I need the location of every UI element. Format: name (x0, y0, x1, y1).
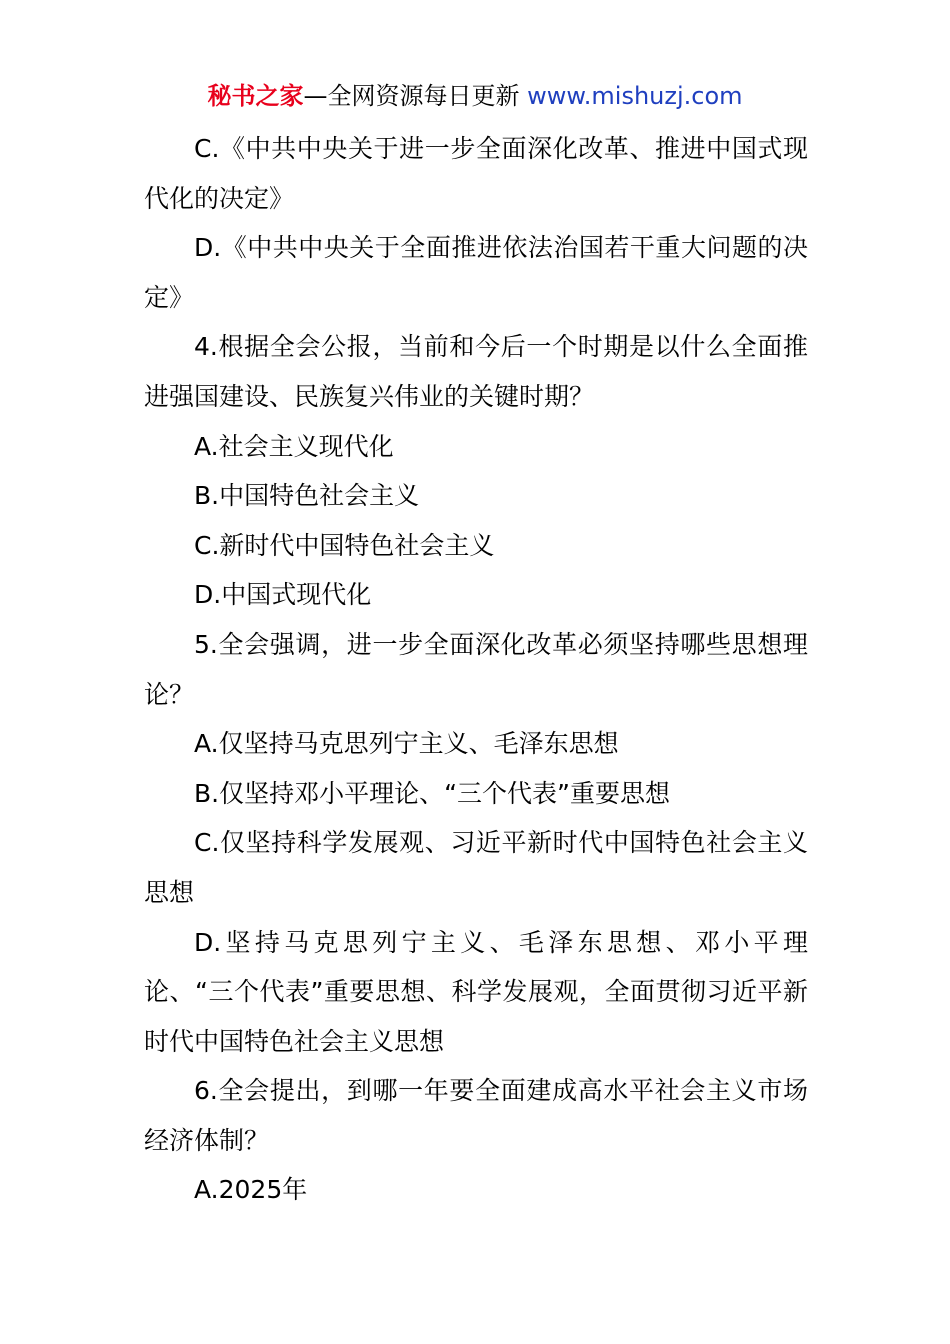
option-d-decision: D.《中共中央关于全面推进依法治国若干重大问题的决定》 (144, 233, 808, 312)
brand-name: 秘书之家 (207, 82, 304, 110)
question-6-option-a: A.2025年 (194, 1175, 308, 1205)
question-5-option-b: B.仅坚持邓小平理论、“三个代表”重要思想 (194, 778, 671, 808)
site-url[interactable]: www.mishuzj.com (527, 82, 743, 110)
question-4-option-c: C.新时代中国特色社会主义 (194, 530, 495, 560)
question-4: 4.根据全会公报，当前和今后一个时期是以什么全面推进强国建设、民族复兴伟业的关键时期？ (144, 332, 808, 411)
site-header (0, 78, 950, 114)
question-4-option-d: D.中国式现代化 (194, 580, 372, 610)
question-5-option-a: A.仅坚持马克思列宁主义、毛泽东思想 (194, 729, 619, 759)
document-body (144, 124, 808, 1215)
question-5-option-d: D.坚持马克思列宁主义、毛泽东思想、邓小平理论、“三个代表”重要思想、科学发展观，全面贯彻习近平新时代中国特色社会主义思想 (144, 927, 808, 1056)
option-c-decision: C.《中共中央关于进一步全面深化改革、推进中国式现代化的决定》 (144, 134, 808, 213)
question-5-option-c: C.仅坚持科学发展观、习近平新时代中国特色社会主义思想 (144, 828, 808, 907)
question-4-option-b: B.中国特色社会主义 (194, 481, 420, 511)
question-4-option-a: A.社会主义现代化 (194, 431, 394, 461)
question-6: 6.全会提出，到哪一年要全面建成高水平社会主义市场经济体制？ (144, 1076, 808, 1155)
question-5: 5.全会强调，进一步全面深化改革必须坚持哪些思想理论？ (144, 629, 808, 709)
header-tagline: —全网资源每日更新 (303, 82, 528, 110)
